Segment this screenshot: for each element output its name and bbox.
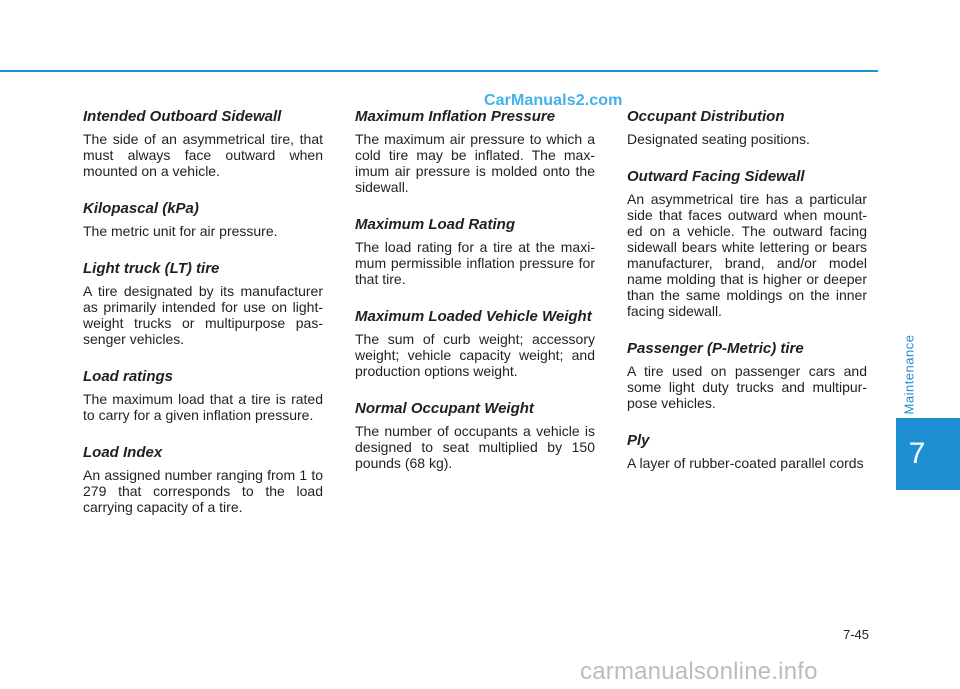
glossary-entry xyxy=(83,200,323,239)
glossary-entry xyxy=(627,168,867,319)
glossary-definition: The number of occupants a vehicle is designed to seat multiplied by 150 pounds (68 kg). xyxy=(355,423,595,471)
glossary-definition: An assigned number ranging from 1 to 279 that corresponds to the load carrying capacity of a tire. xyxy=(83,467,323,515)
glossary-term: Intended Outboard Sidewall xyxy=(83,108,282,125)
glossary-definition: A tire designated by its manufacturer as primarily intended for use on light-weight trucks or multipurpose pas-senger vehicles. xyxy=(83,283,323,347)
glossary-definition: The maximum load that a tire is rated to carry for a given inflation pressure. xyxy=(83,391,323,423)
watermark-top: CarManuals2.com xyxy=(484,92,623,109)
glossary-definition: The side of an asymmetrical tire, that must always face outward when mounted on a vehicle. xyxy=(83,131,323,179)
page-number: 7-45 xyxy=(843,627,870,642)
glossary-entry xyxy=(355,216,595,287)
glossary-entry xyxy=(83,260,323,347)
glossary-definition: The metric unit for air pressure. xyxy=(83,223,278,239)
glossary-entry xyxy=(627,432,867,471)
glossary-term: Load Index xyxy=(83,444,163,461)
glossary-entry xyxy=(355,400,595,471)
glossary-entry xyxy=(83,108,323,179)
glossary-term: Maximum Loaded Vehicle Weight xyxy=(355,308,592,325)
chapter-tab: 7 xyxy=(896,418,960,490)
glossary-term: Kilopascal (kPa) xyxy=(83,200,199,217)
glossary-entry xyxy=(627,340,867,411)
glossary-term: Outward Facing Sidewall xyxy=(627,168,805,185)
glossary-term: Ply xyxy=(627,432,650,449)
glossary-entry xyxy=(355,108,595,195)
glossary-entry xyxy=(83,368,323,423)
glossary-term: Occupant Distribution xyxy=(627,108,785,125)
section-side-label-text: Maintenance xyxy=(901,334,917,414)
glossary-term: Load ratings xyxy=(83,368,174,385)
glossary-term: Maximum Load Rating xyxy=(355,216,516,233)
glossary-entry xyxy=(83,444,323,515)
glossary-term: Passenger (P-Metric) tire xyxy=(627,340,804,357)
section-side-label xyxy=(898,324,920,424)
glossary-definition: The maximum air pressure to which a cold tire may be inflated. The max-imum air pressure is molded onto the sidewall. xyxy=(355,131,595,195)
glossary-entry xyxy=(355,308,595,379)
glossary-definition: The load rating for a tire at the maxi-mum permissible inflation pressure for that tire. xyxy=(355,239,595,287)
glossary-entry xyxy=(627,108,867,147)
glossary-definition: The sum of curb weight; accessory weight; vehicle capacity weight; and production options weight. xyxy=(355,331,595,379)
column-1 xyxy=(83,108,323,536)
glossary-definition: Designated seating positions. xyxy=(627,131,810,147)
glossary-term: Maximum Inflation Pressure xyxy=(355,108,556,125)
glossary-definition: An asymmetrical tire has a particular side that faces outward when mount-ed on a vehicle. The outward facing sidewall bears white lettering or bears manufacturer, brand, and/or model name molding that is higher or deeper than the same moldings on the inner facing sidewall. xyxy=(627,191,867,319)
glossary-term: Light truck (LT) tire xyxy=(83,260,220,277)
watermark-bottom: carmanualsonline.info xyxy=(580,658,818,685)
column-2 xyxy=(355,108,595,492)
glossary-definition: A tire used on passenger cars and some light duty trucks and multipur-pose vehicles. xyxy=(627,363,867,411)
glossary-term: Normal Occupant Weight xyxy=(355,400,534,417)
header-rule xyxy=(0,70,878,72)
column-3 xyxy=(627,108,867,492)
glossary-definition: A layer of rubber-coated parallel cords xyxy=(627,455,864,471)
